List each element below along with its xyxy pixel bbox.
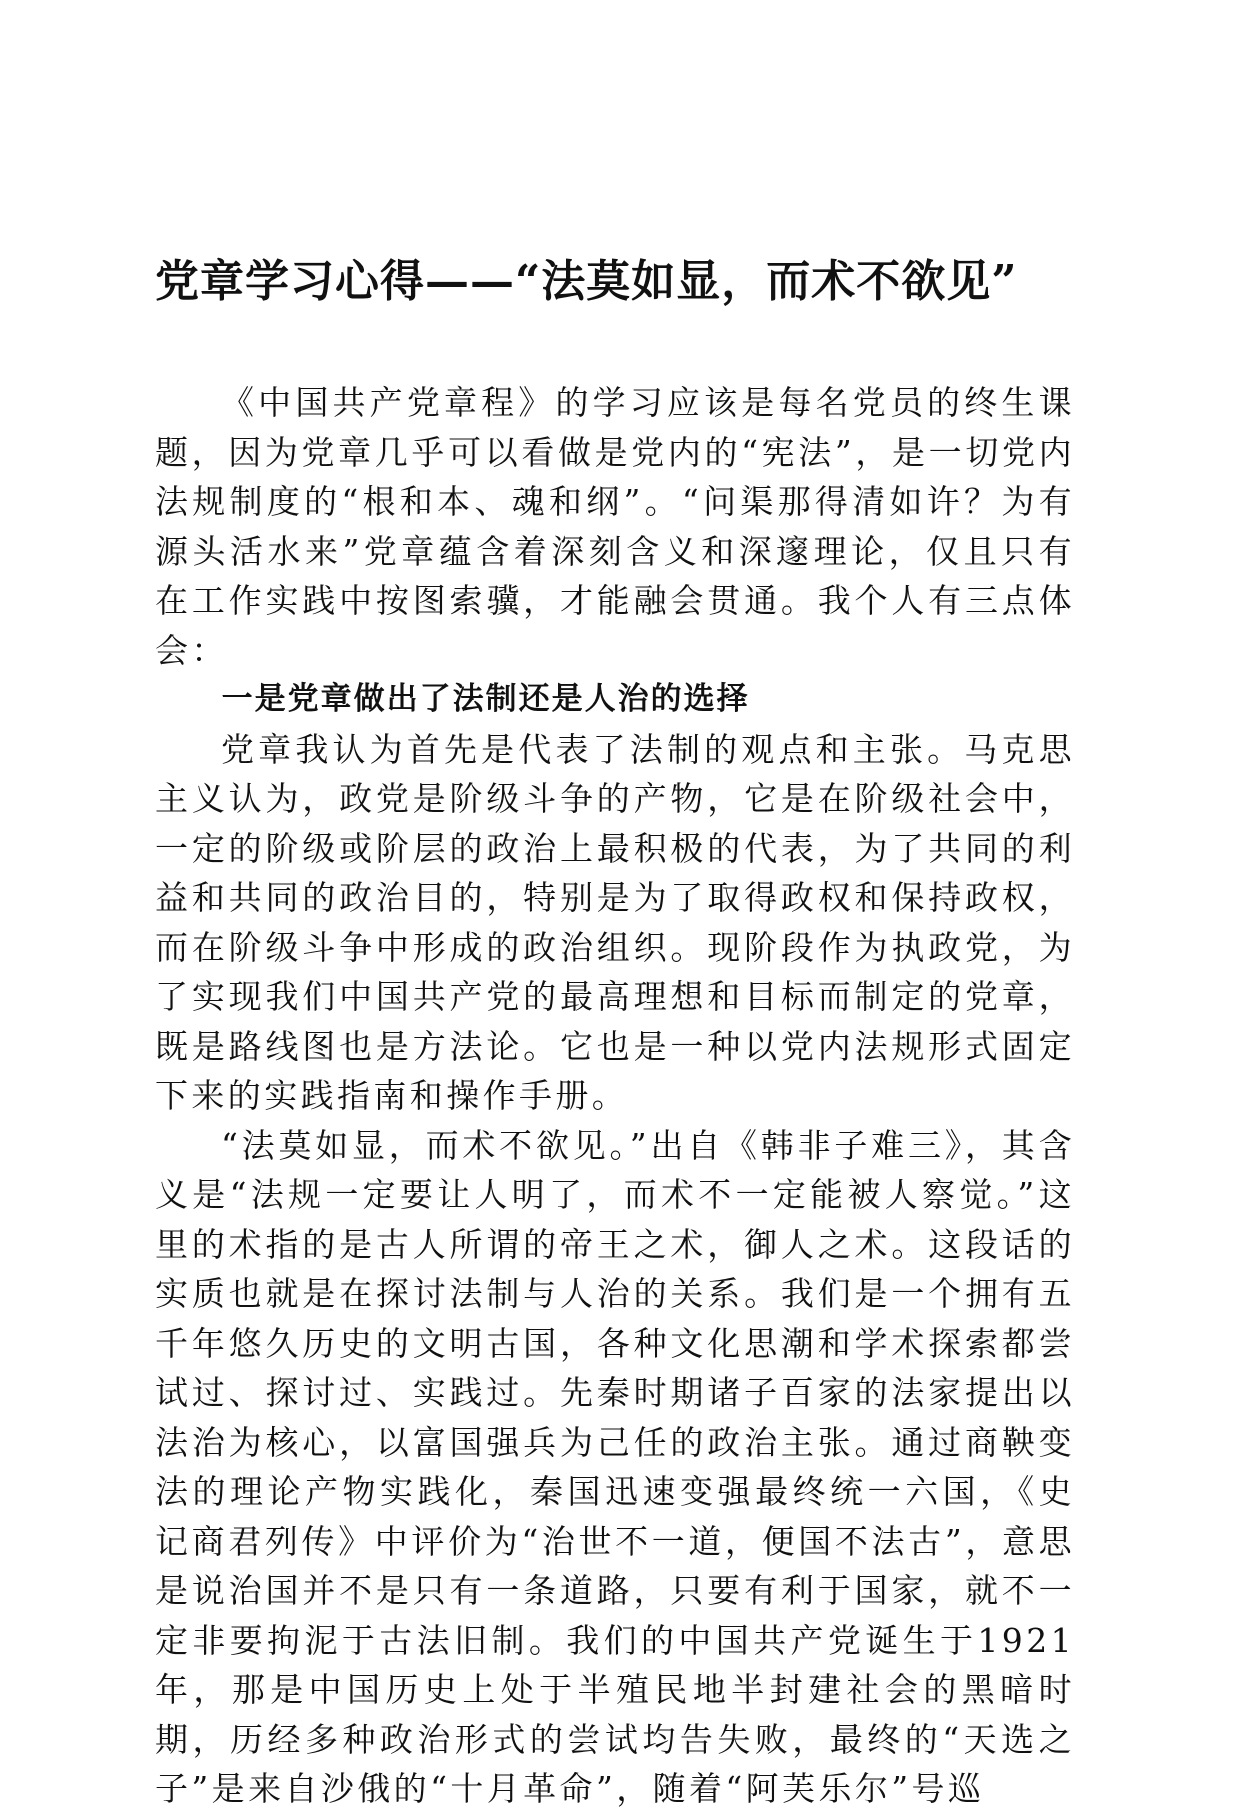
intro-paragraph: 《中国共产党章程》的学习应该是每名党员的终生课题，因为党章几乎可以看做是党内的“宪法”，是一切党内法规制度的“根和本、魂和纲”。“问渠那得清如许？为有源头活水来”党章蕴含着深刻含义和深邃理论，仅且只有在工作实践中按图索骥，才能融会贯通。我个人有三点体会： (155, 383, 1075, 670)
section-heading: 一是党章做出了法制还是人治的选择 (221, 681, 750, 717)
document-title: 党章学习心得——“法莫如显，而术不欲见” (155, 256, 1018, 307)
body-paragraph-2: “法莫如显，而术不欲见。”出自《韩非子难三》，其含义是“法规一定要让人明了，而术不一定能被人察觉。”这里的术指的是古人所谓的帝王之术，御人之术。这段话的实质也就是在探讨法制与人治的关系。我们是一个拥有五千年悠久历史的文明古国，各种文化思潮和学术探索都尝试过、探讨过、实践过。先秦时期诸子百家的法家提出以法治为核心，以富国强兵为己任的政治主张。通过商鞅变法的理论产物实践化，秦国迅速变强最终统一六国，《史记商君列传》中评价为“治世不一道，便国不法古”，意思是说治国并不是只有一条道路，只要有利于国家，就不一定非要拘泥于古法旧制。我们的中国共产党诞生于1921年，那是中国历史上处于半殖民地半封建社会的黑暗时期，历经多种政治形式的尝试均告失败，最终的“天选之子”是来自沙俄的“十月革命”，随着“阿芙乐尔”号巡 (155, 1125, 1075, 1808)
body-paragraph-1: 党章我认为首先是代表了法制的观点和主张。马克思主义认为，政党是阶级斗争的产物，它是在阶级社会中，一定的阶级或阶层的政治上最积极的代表，为了共同的利益和共同的政治目的，特别是为了取得政权和保持政权，而在阶级斗争中形成的政治组织。现阶段作为执政党，为了实现我们中国共产党的最高理想和目标而制定的党章，既是路线图也是方法论。它也是一种以党内法规形式固定下来的实践指南和操作手册。 (155, 729, 1075, 1115)
document-body (155, 378, 1075, 1814)
